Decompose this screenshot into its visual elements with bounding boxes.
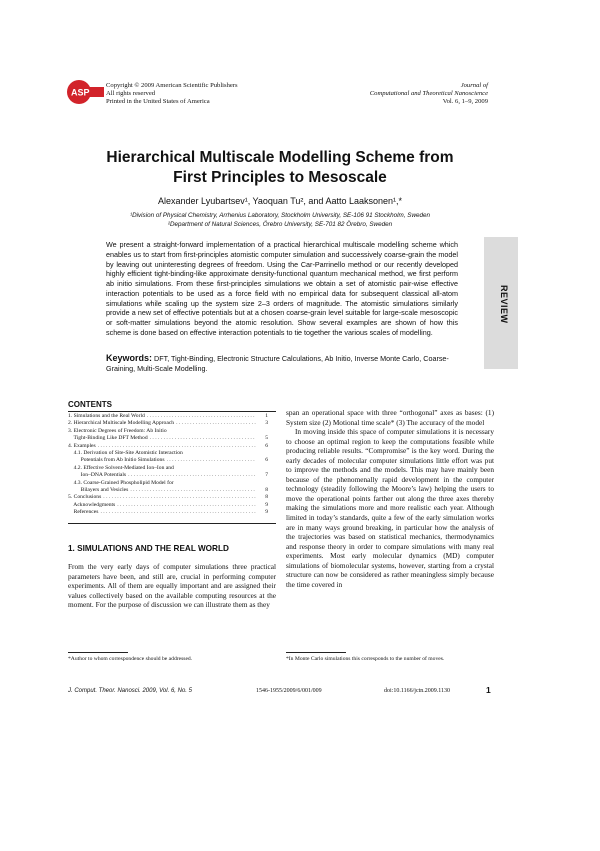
toc-leader-dots [98, 443, 256, 450]
toc-entry-page: 7 [265, 472, 268, 479]
toc-leader-dots [100, 509, 256, 516]
abstract: We present a straight-forward implementation of a practical hierarchical multiscale modelling scheme which enables us to start from first-principles atomistic computer simulation and successively coarse-grain the model by leaving out uninteresting degrees of freedom. Using the Car-Parrinello method or our recently developed highly efficient tight-binding-like approximate density-functional quantum mechanical method, we first perform ab initio simulations. From these first-principles simulations we obtain a set of atomistic pair-wise effective interaction potentials to be used as a force field with no empirical data for subsequent classical all-atom simulations while scaling up the system size 2–3 orders of magnitude. The atomistic simulations similarly provide a new set of effective potentials but at a chosen coarse-grain level suitable for large-scale mesoscopic or soft-matter simulations beyond the atomic resolution. Show several examples are shown of how this scheme is done based on effective interaction potentials to tie together the various scales of modelling. [106, 240, 458, 337]
toc-leader-dots [103, 494, 256, 501]
left-column-text: From the very early days of computer simulations three practical parameters have been, and still are, crucial in performing computer experiments. All of them are equally important and are assigned their values collectively based on the available computing resources at the moment. For the purpose of discussion we can illustrate them as they [68, 562, 276, 610]
toc-leader-dots [128, 472, 256, 479]
toc-entry [68, 435, 268, 442]
title-line-1: Hierarchical Multiscale Modelling Scheme from [106, 149, 454, 166]
toc-entry-page: 8 [265, 487, 268, 494]
toc-leader-dots [167, 457, 257, 464]
footnote-right: *In Monte Carlo simulations this corresponds to the number of moves. [286, 656, 445, 662]
keywords-text: DFT, Tight-Binding, Electronic Structure Calculations, Ab Initio, Inverse Monte Carlo, Coarse-Graining, Multi-Scale Modelling. [106, 354, 449, 373]
affiliations [60, 211, 500, 229]
toc-entry-page: 6 [265, 442, 268, 449]
toc-entry [68, 472, 268, 479]
contents-top-rule [68, 411, 276, 412]
right-paragraph-1: span an operational space with three “orthogonal” axes as bases: (1) System size (2) Motional time scale* (3) The accuracy of the model [286, 408, 494, 427]
toc-entry [68, 413, 268, 420]
rights-line: All rights reserved [106, 90, 156, 97]
footnote-rule-right [286, 652, 346, 653]
toc-entry-label: 4.2. Effective Solvent-Mediated Ion–Ion and [68, 464, 174, 471]
toc-entry-label: Tight-Binding Like DFT Method [68, 435, 148, 442]
affiliation-1: ¹Division of Physical Chemistry, Arrhenius Laboratory, Stockholm University, SE-106 91 Stockholm, Sweden [129, 212, 431, 219]
title-line-2: First Principles to Mesoscale [173, 169, 387, 186]
toc-entry [68, 420, 268, 427]
footer-issn: 1546-1955/2009/6/001/009 [256, 688, 322, 694]
toc-entry-page: 3 [265, 420, 268, 427]
toc-entry-label: Potentials from Ab Initio Simulations [68, 457, 165, 464]
contents-bottom-rule [68, 523, 276, 524]
toc-entry-label: Acknowledgments [68, 501, 116, 508]
toc-entry-page: 8 [265, 494, 268, 501]
toc-entry-label: 4.1. Derivation of Site-Site Atomistic Interaction [68, 450, 183, 457]
toc-entry [68, 480, 268, 487]
footnote-rule-left [68, 652, 128, 653]
toc-entry-label: 4. Examples [68, 442, 96, 449]
toc-entry-label: 3. Electronic Degrees of Freedom: Ab Initio [68, 427, 167, 434]
right-paragraph-2: In moving inside this space of computer simulations it is necessary to choose an optimal region to keep the computations feasible while producing reliable results. “Compromise” is the key word. During the early decades of molecular computer simulations little effort was put to improve the methods and the models. This may have mainly been because of the phenomenally rapid development in the computer technology (steadily following the Moore’s law) helping the users to move the operational points farther out along the three axes thereby making the simulations more and more realistic each year. Although limited in today’s standards, quite a few of the early simulation works are in many ways ground breaking, in particular how the analysis of the trajectories was based on statistical mechanics, thermodynamics and response theory in order to compare simulations with many real experiments. Most early molecular dynamics (MD) computer simulations of biomolecular systems, however, starting from a crystal structure can now be considered as rather meaningless simply because the time covered in [286, 427, 494, 589]
toc-entry-label: 4.3. Coarse-Grained Phospholipid Model for [68, 479, 174, 486]
toc-entry-label: 1. Simulations and the Real World [68, 413, 145, 419]
printed-line: Printed in the United States of America [106, 98, 210, 105]
toc-leader-dots [117, 502, 256, 509]
publisher-info [106, 82, 238, 106]
footer-doi: doi:10.1166/jctn.2009.1130 [384, 688, 451, 694]
toc-entry-page: 6 [265, 457, 268, 464]
journal-name-2: Computational and Theoretical Nanoscience [369, 90, 488, 97]
footer-journal: J. Comput. Theor. Nanosci. 2009, Vol. 6, No. 5 [68, 688, 192, 694]
journal-info [370, 82, 488, 106]
toc-entry-label: 5. Conclusions [68, 494, 102, 501]
contents-heading: CONTENTS [68, 400, 112, 409]
affiliation-2: ²Department of Natural Sciences, Örebro University, SE-701 82 Örebro, Sweden [167, 221, 393, 228]
toc-entry-page: 5 [265, 435, 268, 442]
toc-entry-page: 1 [265, 413, 268, 419]
toc-entry-label: Bilayers and Vesicles [68, 487, 129, 494]
toc-entry [68, 457, 268, 464]
toc-leader-dots [147, 413, 256, 420]
toc-entry-label: References [68, 509, 99, 516]
toc-entry [68, 443, 268, 450]
logo-text: ASP [71, 87, 90, 98]
toc-leader-dots [130, 487, 256, 494]
footnote-left: *Author to whom correspondence should be addressed. [68, 656, 193, 662]
toc-entry-page: 9 [265, 509, 268, 516]
journal-volume: Vol. 6, 1–9, 2009 [442, 98, 488, 105]
journal-name-1: Journal of [460, 82, 488, 89]
table-of-contents [68, 413, 268, 517]
toc-entry [68, 494, 268, 501]
keywords-label: Keywords: [106, 353, 153, 363]
review-tab-label: REVIEW [499, 285, 509, 324]
toc-entry [68, 428, 268, 435]
toc-entry-page: 9 [265, 501, 268, 508]
asp-logo [66, 79, 104, 105]
toc-leader-dots [150, 435, 256, 442]
section-1-heading: 1. SIMULATIONS AND THE REAL WORLD [68, 544, 229, 553]
toc-entry-label: 2. Hierarchical Multiscale Modelling Approach [68, 420, 175, 427]
keywords [106, 354, 458, 373]
toc-entry [68, 509, 268, 516]
right-column [286, 408, 494, 589]
paper-title [90, 148, 470, 188]
toc-entry [68, 465, 268, 472]
copyright-line: Copyright © 2009 American Scientific Publishers [106, 82, 238, 89]
toc-leader-dots [176, 420, 256, 427]
toc-entry [68, 502, 268, 509]
review-tab [484, 237, 518, 369]
page-number: 1 [486, 685, 491, 695]
toc-entry-label: Ion–DNA Potentials [68, 472, 127, 479]
authors: Alexander Lyubartsev¹, Yaoquan Tu², and Aatto Laaksonen¹,* [158, 196, 402, 206]
toc-entry [68, 487, 268, 494]
